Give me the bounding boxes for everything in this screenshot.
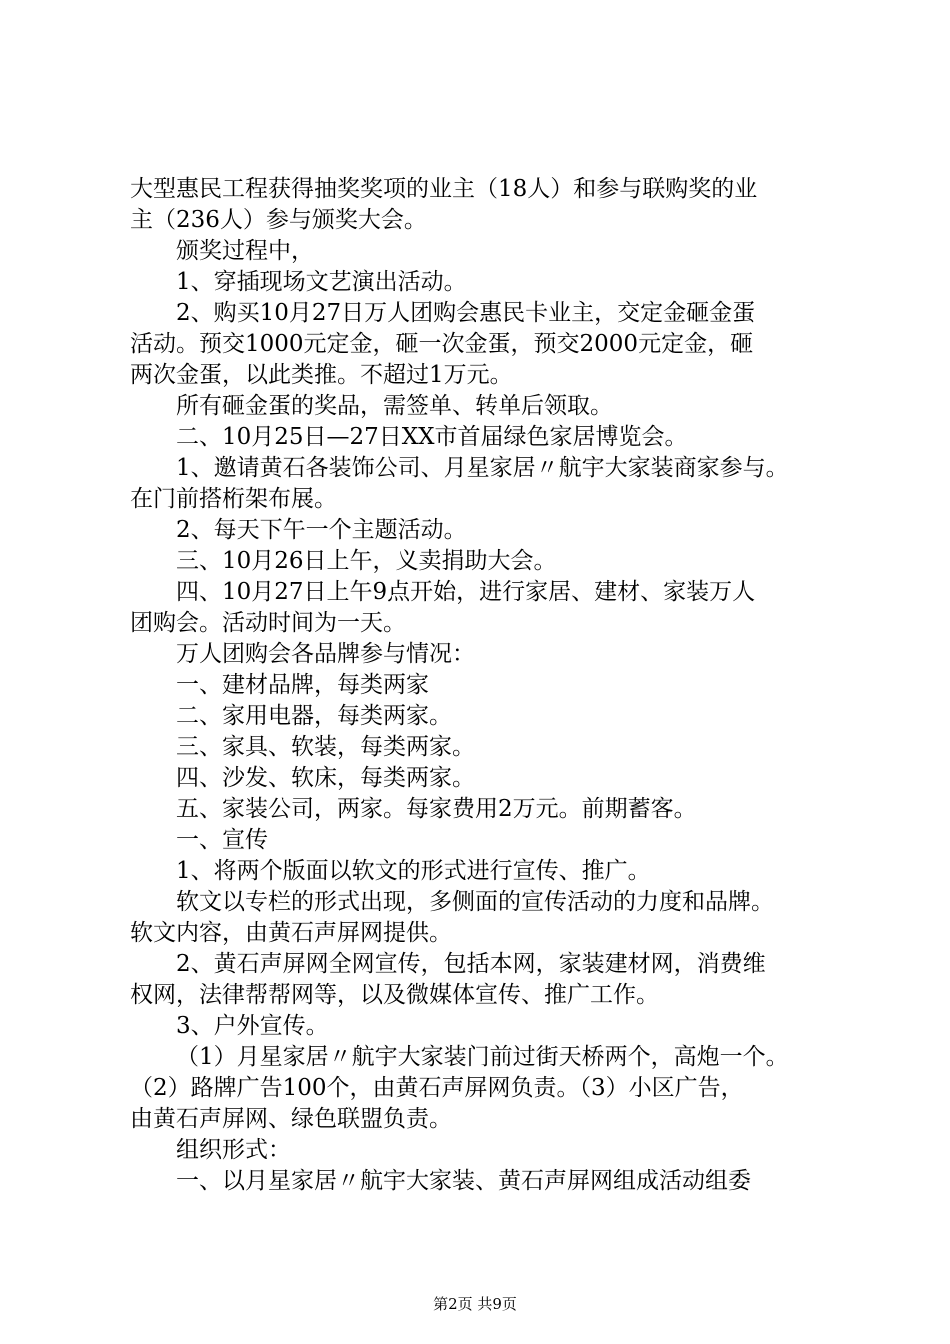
text-line: （2）路牌广告100个，由黄石声屏网负责。（3）小区广告， xyxy=(130,1075,744,1101)
text-line: 大型惠民工程获得抽奖奖项的业主（18人）和参与联购奖的业 xyxy=(130,176,758,202)
text-line: 二、10月25日—27日XX市首届绿色家居博览会。 xyxy=(176,424,688,450)
text-line: 活动。预交1000元定金，砸一次金蛋，预交2000元定金，砸 xyxy=(130,331,754,357)
text-line: 主（236人）参与颁奖大会。 xyxy=(130,207,427,233)
text-line: 四、沙发、软床，每类两家。 xyxy=(176,765,475,791)
text-line: 所有砸金蛋的奖品，需签单、转单后领取。 xyxy=(176,393,613,419)
text-line: 软文以专栏的形式出现，多侧面的宣传活动的力度和品牌。 xyxy=(176,889,774,915)
text-line: 三、10月26日上午，义卖捐助大会。 xyxy=(176,548,557,574)
text-line: 一、宣传 xyxy=(176,827,268,853)
text-line: 四、10月27日上午9点开始，进行家居、建材、家装万人 xyxy=(176,579,756,605)
text-line: 2、黄石声屏网全网宣传，包括本网，家装建材网，消费维 xyxy=(176,951,766,977)
text-line: 三、家具、软装，每类两家。 xyxy=(176,734,475,760)
text-line: 五、家装公司，两家。每家费用2万元。前期蓄客。 xyxy=(176,796,697,822)
text-line: 1、将两个版面以软文的形式进行宣传、推广。 xyxy=(176,858,651,884)
text-line: 由黄石声屏网、绿色联盟负责。 xyxy=(130,1106,452,1132)
text-line: 权网，法律帮帮网等，以及微媒体宣传、推广工作。 xyxy=(130,982,659,1008)
page-footer xyxy=(0,1294,950,1314)
text-line: 3、户外宣传。 xyxy=(176,1013,329,1039)
text-line: 2、购买10月27日万人团购会惠民卡业主，交定金砸金蛋 xyxy=(176,300,756,326)
text-line: 软文内容，由黄石声屏网提供。 xyxy=(130,920,452,946)
text-line: 1、穿插现场文艺演出活动。 xyxy=(176,269,467,295)
text-line: 在门前搭桁架布展。 xyxy=(130,486,337,512)
text-line: 2、每天下午一个主题活动。 xyxy=(176,517,467,543)
text-line: 颁奖过程中， xyxy=(176,238,314,264)
page-number: 第2页 共9页 xyxy=(433,1295,517,1313)
text-line: 1、邀请黄石各装饰公司、月星家居〃航宇大家装商家参与。 xyxy=(176,455,789,481)
text-line: 一、建材品牌，每类两家 xyxy=(176,672,429,698)
text-line: 团购会。活动时间为一天。 xyxy=(130,610,406,636)
text-line: 一、以月星家居〃航宇大家装、黄石声屏网组成活动组委 xyxy=(176,1168,751,1194)
text-line: 万人团购会各品牌参与情况： xyxy=(176,641,475,667)
text-line: 组织形式： xyxy=(176,1137,291,1163)
text-line: （1）月星家居〃航宇大家装门前过街天桥两个，高炮一个。 xyxy=(176,1044,789,1070)
text-line: 两次金蛋，以此类推。不超过1万元。 xyxy=(130,362,513,388)
text-line: 二、家用电器，每类两家。 xyxy=(176,703,452,729)
